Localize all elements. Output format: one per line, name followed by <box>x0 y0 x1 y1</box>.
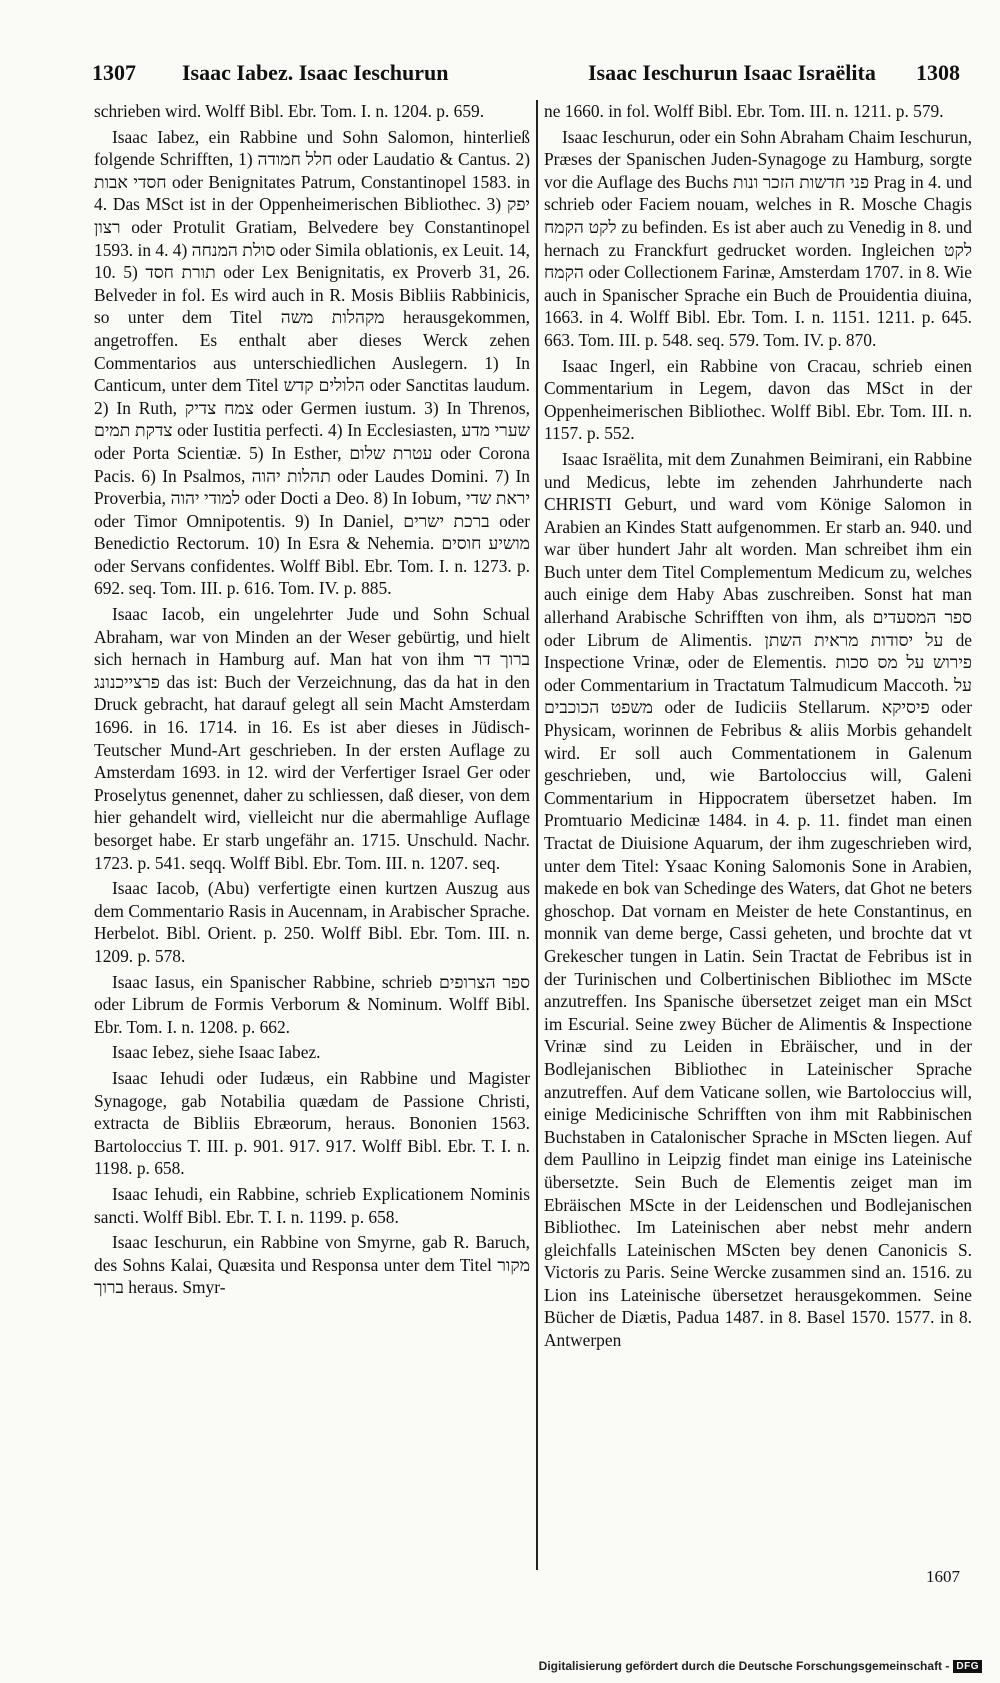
column-divider <box>536 100 538 1570</box>
entry-paragraph: Isaac Iabez, ein Rabbine und Sohn Salomon, hinterließ folgende Schrifften, 1) חלל חמודה oder Laudatio & Cantus. 2) חסדי אבות oder Benignitates Patrum, Constantinopel 1583. in 4. Das MSct ist in der Oppenheimerischen Bibliothec. 3) יפק רצון oder Protulit Gratiam, Belvedere bey Constantinopel 1593. in 4. 4) סולת המנחה oder Simila oblationis, ex Leuit. 14, 10. 5) תורת חסד oder Lex Benignitatis, ex Proverb 31, 26. Belveder in fol. Es wird auch in R. Mosis Bibliis Rabbinicis, so unter dem Titel מקהלות משה herausgekommen, angetroffen. Es enthalt aber dieses Werck zehen Commentarios aus unterschiedlichen Auslegern. 1) In Canticum, unter dem Titel הלולים קדש oder Sanctitas laudum. 2) In Ruth, צמח צדיק oder Germen iustum. 3) In Threnos, צדקת תמים oder Iustitia perfecti. 4) In Ecclesiasten, שערי מדע oder Porta Scientiæ. 5) In Esther, עטרת שלום oder Corona Pacis. 6) In Psalmos, תהלות יהוה oder Laudes Domini. 7) In Proverbia, למודי יהוה oder Docti a Deo. 8) In Iobum, יראת שדי oder Timor Omnipotentis. 9) In Daniel, ברכת ישרים oder Benedictio Rectorum. 10) In Esra & Nehemia. מושיע חוסים oder Servans confidentes. Wolff Bibl. Ebr. Tom. I. n. 1273. p. 692. seq. Tom. III. p. 616. Tom. IV. p. 885. <box>94 126 530 599</box>
entry-paragraph: Isaac Ingerl, ein Rabbine von Cracau, schrieb einen Commentarium in Legem, davon das MSct in der Oppenheimerischen Bibliothec. Wolff Bibl. Ebr. Tom. III. n. 1157. p. 552. <box>544 355 972 444</box>
right-column <box>544 100 972 1570</box>
entry-paragraph: Isaac Iacob, ein ungelehrter Jude und Sohn Schual Abraham, war von Minden an der Weser gebürtig, und hielt sich hernach in Hamburg auf. Man hat von ihm ברוך דר פרצייכנונג das ist: Buch der Verzeichnung, das da hat in den Druck gebracht, hat darauf gelegt all sein Macht Amsterdam 1696. in 16. 1714. in 16. Es ist aber dieses in Jüdisch-Teutscher Mund-Art geschrieben. In der ersten Auflage zu Amsterdam 1693. in 12. wird der Verfertiger Israel Ger oder Proselytus genennet, daher zu schliessen, daß dieser, von dem hier gehandelt wird, vielleicht nur die abermahlige Auflage besorget habe. Er starb ungefähr an. 1715. Unschuld. Nachr. 1723. p. 541. seqq. Wolff Bibl. Ebr. Tom. III. n. 1207. seq. <box>94 604 530 873</box>
left-column <box>94 100 530 1570</box>
entry-paragraph: ne 1660. in fol. Wolff Bibl. Ebr. Tom. III. n. 1211. p. 579. <box>544 101 944 121</box>
entry-paragraph: Isaac Iehudi, ein Rabbine, schrieb Explicationem Nominis sancti. Wolff Bibl. Ebr. T. I. n. 1199. p. 658. <box>94 1183 530 1227</box>
entry-paragraph: Isaac Ieschurun, oder ein Sohn Abraham Chaim Ieschurun, Præses der Spanischen Juden-Synagoge zu Hamburg, sorgte vor die Auflage des Buchs פני חדשות הזכר ונות Prag in 4. und schrieb oder Faciem nouam, welches in R. Mosche Chagis לקט הקמח zu befinden. Es ist aber auch zu Venedig in 8. und hernach zu Franckfurt gedrucket worden. Ingleichen לקט הקמח oder Collectionem Farinæ, Amsterdam 1707. in 8. Wie auch in Spanischer Sprache ein Buch de Prouidentia diuina, 1663. in 4. Wolff Bibl. Ebr. Tom. I. n. 1151. 1211. p. 645. 663. Tom. III. p. 548. seq. 579. Tom. IV. p. 870. <box>544 126 972 350</box>
entry-paragraph: Isaac Iehudi oder Iudæus, ein Rabbine und Magister Synagoge, gab Notabilia quædam de Passione Christi, extracta de Bibliis Ebræorum, heraus. Bononien 1563. Bartoloccius T. III. p. 901. 917. 917. Wolff Bibl. Ebr. T. I. n. 1198. p. 658. <box>94 1067 530 1179</box>
right-running-head: Isaac Ieschurun Isaac Israëlita <box>588 60 876 85</box>
catchword: 1607 <box>926 1567 960 1586</box>
running-header <box>92 60 960 94</box>
right-page-number: 1308 <box>916 60 960 85</box>
dfg-logo: DFG <box>953 1660 982 1673</box>
left-page-number: 1307 <box>92 60 136 85</box>
entry-paragraph: Isaac Ieschurun, ein Rabbine von Smyrne, gab R. Baruch, des Sohns Kalai, Quæsita und Responsa unter dem Titel מקור ברוך heraus. Smyr- <box>94 1232 530 1298</box>
entry-paragraph: Isaac Iasus, ein Spanischer Rabbine, schrieb ספר הצרופים oder Librum de Formis Verborum & Nominum. Wolff Bibl. Ebr. Tom. I. n. 1208. p. 662. <box>94 971 530 1037</box>
left-running-head: Isaac Iabez. Isaac Ieschurun <box>182 60 449 85</box>
digitization-footer <box>539 1659 982 1673</box>
entry-paragraph: Isaac Israëlita, mit dem Zunahmen Beimirani, ein Rabbine und Medicus, lebte im zehenden Jahrhunderte nach CHRISTI Geburt, und ward vom Könige Salomon in Arabien an Kindes Statt aufgenommen. Er starb an. 940. und war über hundert Jahr alt worden. Man schreibet ihm ein Buch unter dem Titel Complementum Medicum zu, welches auch einige dem Haby Abas zuschreiben. Sonst hat man allerhand Arabische Schrifften von ihm, als ספר המסעדים oder Librum de Alimentis. על יסודות מראית השתן de Inspectione Vrinæ, oder de Elementis. פירוש על מס סכות oder Commentarium in Tractatum Talmudicum Maccoth. על משפט הכוכבים oder de Iudiciis Stellarum. פיסיקא oder Physicam, worinnen de Febribus & aliis Morbis gehandelt wird. Er soll auch Commentationem in Galenum geschrieben, und, wie Bartoloccius will, Galeni Commentarium in Hippocratem übersetzet haben. Im Promtuario Medicinæ 1484. in 4. p. 11. findet man einen Tractat de Diuisione Aquarum, der ihm zugeschrieben wird, unter dem Titel: Ysaac Koning Salomonis Sone in Arabien, makede en bok van Schedinge des Waters, dat Ghot ne beters ghoschop. Dat vornam en Meister de hete Constantinus, en monnik van deme berge, Cassi geheten, und brochte dat vt Grekescher tungen in Latin. Sein Tractat de Febribus ist in der Turinischen und Colbertinischen Bibliothec im MScte anzutreffen. Ins Spanische übersetzet zeiget man ein MSct im Escurial. Seine zwey Bücher de Alimentis & Inspectione Vrinæ sind zu Leiden in Ebräischer, und in der Bodlejanischen Bibliothec in Lateinischer Sprache anzutreffen. Auf dem Vaticane sollen, wie Bartoloccius will, einige Medicinische Schrifften von ihm mit Rabbinischen Buchstaben in Catalonischer Sprache in MScten liegen. Auf dem Paullino in Leipzig findet man einige ins Lateinische übersetzte. Sein Buch de Elementis zeiget man im Ebräischen MScte in der Leidenschen und Bodlejanischen Bibliothec. Im Lateinischen aber nebst mehr andern gleichfalls Lateinischen MScten bey denen Canonicis S. Victoris zu Paris. Seine Wercke zusammen sind an. 1516. zu Lion ins Lateinische übersetzet herausgekommen. Seine Bücher de Diætis, Padua 1487. in 8. Basel 1570. 1577. in 8. Antwerpen <box>544 448 972 1351</box>
footer-credit: Digitalisierung gefördert durch die Deutsche Forschungsgemeinschaft - <box>538 1659 950 1673</box>
entry-paragraph: Isaac Iebez, siehe Isaac Iabez. <box>112 1042 321 1063</box>
entry-paragraph: Isaac Iacob, (Abu) verfertigte einen kurtzen Auszug aus dem Commentario Rasis in Aucennam, in Arabischer Sprache. Herbelot. Bibl. Orient. p. 250. Wolff Bibl. Ebr. Tom. III. n. 1209. p. 578. <box>94 878 530 966</box>
entry-paragraph: schrieben wird. Wolff Bibl. Ebr. Tom. I. n. 1204. p. 659. <box>94 101 485 121</box>
